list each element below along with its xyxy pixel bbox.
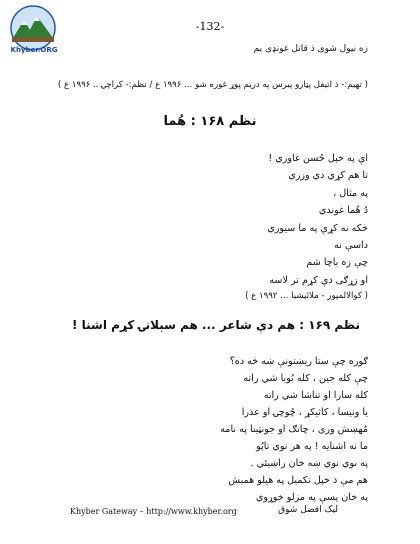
poem-line: او زړګی دې کړم تر لاسه	[269, 274, 368, 286]
note-2: ( کوالالمپور - ملائیشیا ... ۱۹۹۲ ع )	[245, 291, 368, 301]
note-1: ( تهیم:- ذ اتیفل پټارو پیرس په دریم پوړ غوره شو ... ۱۹۹۶ ع / نظم:- کراچۍ .. ۱۹۹۶ ع )	[57, 80, 368, 90]
poem-line: کله سارا او تناشا شي راته	[263, 390, 368, 401]
poem-line: په خان پسې په مزلو خوړوي	[255, 492, 368, 503]
poem-line: ما نه اشنایه ! په هر نوي تاپُو	[256, 441, 368, 452]
poem-169	[52, 353, 368, 506]
poem-168	[52, 150, 368, 289]
poem-line: اې په خپل حُسن غاوري !	[268, 153, 368, 164]
poem-line: تا هم کړي دي وزري	[288, 170, 368, 182]
footer-author: لیک افضل شوق	[278, 505, 338, 515]
poem-line: چې زه ‌باچا شم	[306, 257, 368, 269]
intro-line: زه نیول شوی ذ قاتل غونډی یم	[253, 44, 368, 54]
poem-heading-169: نظم ۱۶۹ : هم دې شاعر ... هم سېلانۍ کړم اشنا !	[72, 318, 360, 332]
poem-line: دُ هُما غوندي	[318, 205, 368, 217]
poem-line: څکه نه کړې په ما سیوري	[267, 222, 368, 234]
poem-line: هم مې ذ خپل تکمیل په هیلو همبش	[228, 475, 368, 486]
poem-line: مُهښش وری ، چانګ او جونټینا په نامه	[220, 424, 368, 435]
poem-line: داسې نه	[334, 240, 368, 252]
poem-heading-168: نظم ۱۶۸ : هُما	[163, 114, 257, 129]
poem-line: یا ونیسا ، کاثیکړ ، چُوچۍ او عذرا	[241, 407, 368, 418]
poem-line: ګوره چې ستا ریښتونې ښه څه ده؟	[229, 356, 368, 367]
page-number: -132-	[195, 20, 225, 33]
poem-line: په نوي نوي ښه خان راښیئي .	[250, 458, 368, 469]
poem-line: په مثال ،	[333, 187, 368, 199]
poem-line: چې کله جین ، کله بُوبا شي راته	[243, 373, 368, 384]
footer-url: Khyber Gateway – http://www.khyber.org	[70, 507, 237, 516]
logo-text: Khyber.ORG	[10, 46, 58, 54]
